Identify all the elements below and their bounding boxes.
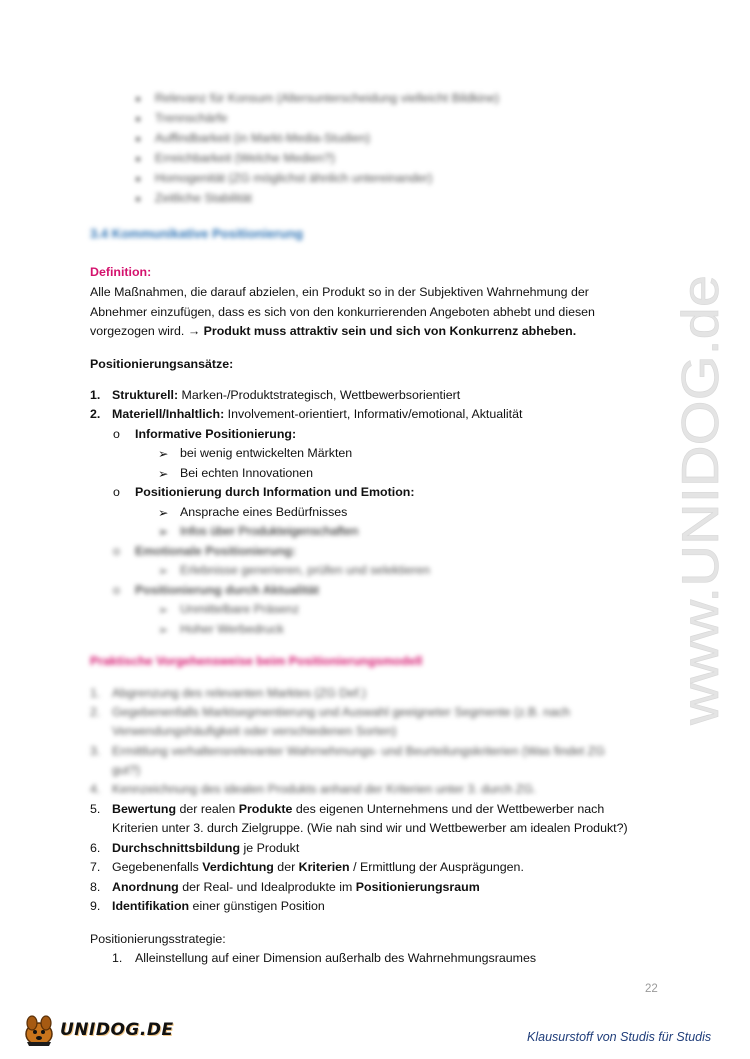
list-item: ● Relevanz für Konsum (Altersunterscheidung vielleicht Bildkine) [135, 91, 500, 105]
dog-mascot-icon [20, 1012, 58, 1048]
list-item: Strukturell: Marken-/Produktstrategisch, Wettbewerbsorientiert [112, 388, 461, 402]
procedure-heading: Praktische Vorgehensweise beim Positionierungsmodell [90, 654, 423, 668]
definition-line: Alle Maßnahmen, die darauf abzielen, ein Produkt so in der Subjektiven Wahrnehmung der [90, 285, 589, 299]
list-item: ● Homogenität (ZG möglichst ähnlich untereinander) [135, 171, 433, 185]
list-item: Bewertung der realen Produkte des eigenen Unternehmens und der Wettbewerber nach [112, 802, 605, 816]
list-item: Alleinstellung auf einer Dimension außerhalb des Wahrnehmungsraumes [135, 951, 537, 965]
list-item: gut?) [112, 763, 141, 777]
list-item-number: 5. [90, 802, 101, 816]
definition-line: Abnehmer einzufügen, dass es sich von den konkurrierenden Angeboten abhebt und diesen [90, 305, 595, 319]
list-item-number: 1. [90, 686, 101, 700]
list-item: Bei echten Innovationen [180, 466, 313, 480]
sub-marker: o [113, 544, 120, 558]
list-item: Verwendungshäufigkeit oder verschiedenen Sorten) [112, 724, 397, 738]
sub-marker: o [113, 583, 120, 597]
definition-line: vorgezogen wird. → Produkt muss attraktiv sein und sich von Konkurrenz abheben. [90, 324, 577, 338]
sub-marker: o [113, 427, 120, 441]
list-item: Kriterien unter 3. durch Zielgruppe. (Wie nah sind wir und Wettbewerber am idealen Produkt?) [112, 821, 628, 835]
list-item: Gegebenenfalls Marktsegmentierung und Auswahl geeigneter Segmente (z.B. nach [112, 705, 571, 719]
list-item: Erlebnisse generieren, prüfen und selektieren [180, 563, 431, 577]
list-item: ● Auffindbarkeit (in Markt-Media-Studien) [135, 131, 371, 145]
list-item: Materiell/Inhaltlich: Involvement-orientiert, Informativ/emotional, Aktualität [112, 407, 523, 421]
arrow-bullet-icon: ➢ [158, 623, 169, 637]
list-item: Gegebenenfalls Verdichtung der Kriterien / Ermittlung der Ausprägungen. [112, 860, 524, 874]
list-item: Anordnung der Real- und Idealprodukte im Positionierungsraum [112, 880, 480, 894]
list-item-number: 4. [90, 782, 101, 796]
section-heading: 3.4 Kommunikative Positionierung [90, 226, 304, 241]
list-item-number: 8. [90, 880, 101, 894]
approaches-heading: Positionierungsansätze: [90, 357, 234, 371]
list-item-number: 1. [112, 951, 123, 965]
list-item: 1. [90, 388, 101, 402]
list-item: Hoher Werbedruck [180, 622, 284, 636]
definition-label: Definition: [90, 265, 152, 279]
list-item: Abgrenzung des relevanten Marktes (ZG Def.) [112, 686, 367, 700]
sub-marker: o [113, 485, 120, 499]
arrow-bullet-icon: ➢ [158, 525, 169, 539]
page-number: 22 [645, 983, 658, 995]
arrow-icon: → [187, 324, 201, 338]
list-item: Ermittlung verhaltensrelevanter Wahrnehmungs- und Beurteilungskriterien (Was findet ZG [112, 744, 605, 758]
sub-heading: Informative Positionierung: [135, 427, 297, 441]
watermark-text: www.UNIDOG.de [672, 320, 730, 725]
list-item: ● Trennschärfe [135, 111, 228, 125]
sub-heading: Positionierung durch Aktualität [135, 583, 320, 597]
list-item: Kennzeichnung des idealen Produkts anhand der Kriterien unter 3. durch ZG. [112, 782, 537, 796]
list-item: ● Zeitliche Stabilität [135, 191, 252, 205]
list-item: 2. [90, 407, 101, 421]
list-item-number: 7. [90, 860, 101, 874]
watermark [638, 270, 750, 730]
arrow-bullet-icon: ➢ [158, 603, 169, 617]
list-item: Durchschnittsbildung je Produkt [112, 841, 300, 855]
arrow-bullet-icon: ➢ [158, 564, 169, 578]
list-item: Identifikation einer günstigen Position [112, 899, 325, 913]
arrow-bullet-icon: ➢ [158, 506, 169, 520]
list-item: ● Erreichbarkeit (Welche Medien?) [135, 151, 336, 165]
list-item: Infos über Produkteigenschaften [180, 524, 359, 538]
arrow-bullet-icon: ➢ [158, 467, 169, 481]
list-item: Ansprache eines Bedürfnisses [180, 505, 348, 519]
list-item: bei wenig entwickelten Märkten [180, 446, 353, 460]
sub-heading: Emotionale Positionierung: [135, 544, 297, 558]
list-item-number: 9. [90, 899, 101, 913]
list-item-number: 6. [90, 841, 101, 855]
sub-heading: Positionierung durch Information und Emotion: [135, 485, 415, 499]
arrow-bullet-icon: ➢ [158, 447, 169, 461]
strategy-heading: Positionierungsstrategie: [90, 932, 226, 946]
list-item-number: 3. [90, 744, 101, 758]
logo-text: UNIDOG.DE [60, 1020, 174, 1040]
footer-logo [20, 1012, 174, 1048]
list-item: Unmittelbare Präsenz [180, 602, 300, 616]
footer-slogan: Klausurstoff von Studis für Studis [527, 1030, 712, 1044]
list-item-number: 2. [90, 705, 101, 719]
